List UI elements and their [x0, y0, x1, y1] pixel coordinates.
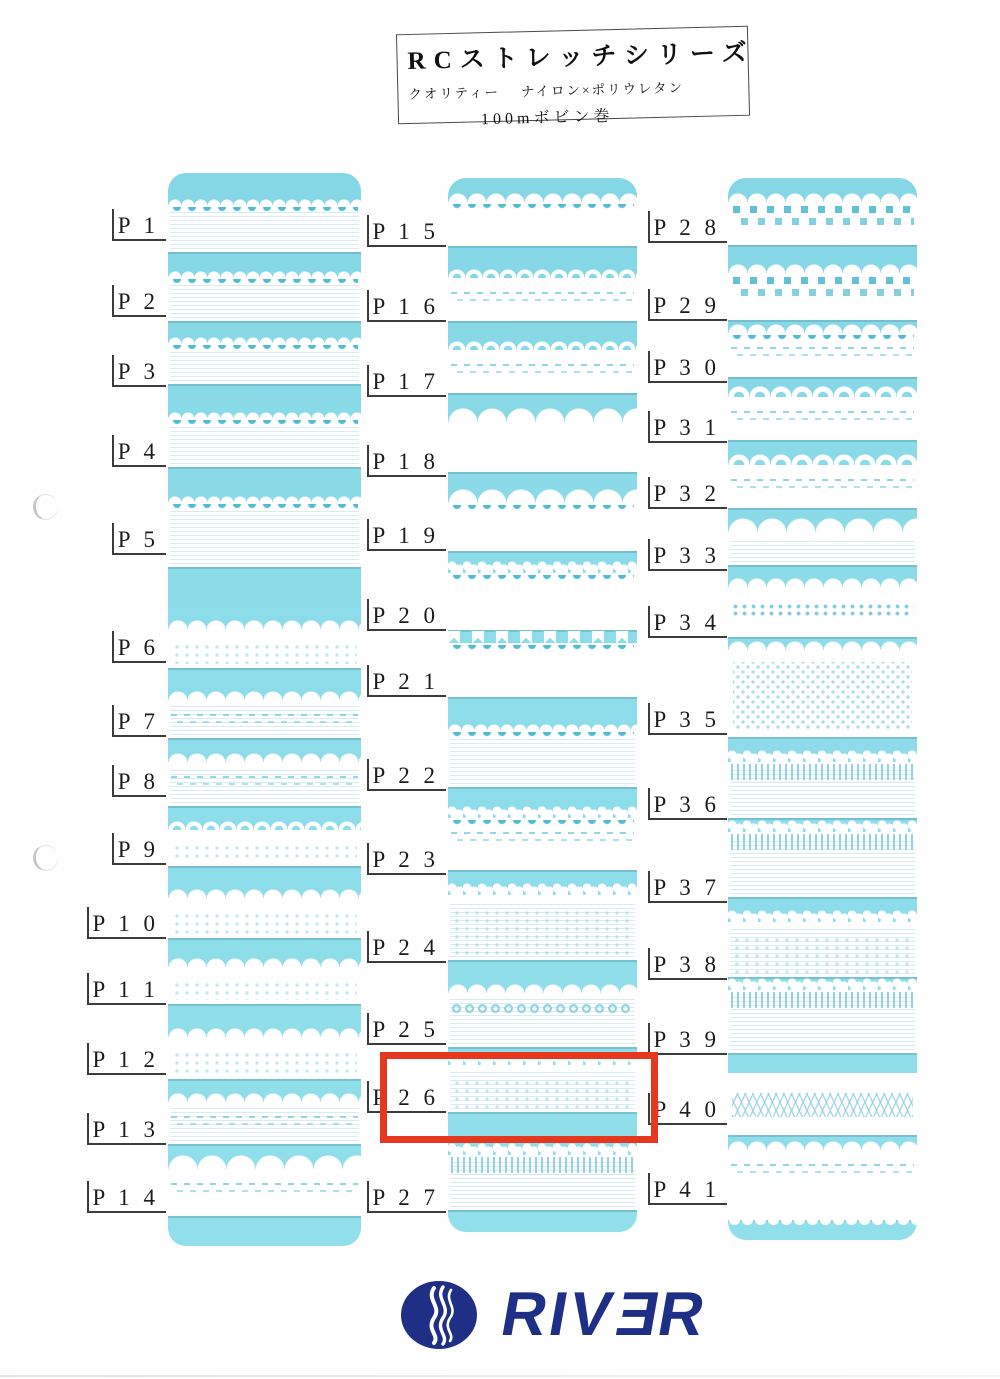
lace-sample [168, 629, 361, 668]
lace-texture [451, 830, 634, 842]
lace-sample [728, 832, 917, 897]
lace-edge [728, 322, 917, 334]
lace-edge [168, 887, 361, 899]
lace-texture [451, 645, 634, 654]
sample-label: P 1 [112, 209, 166, 241]
sample-label: P 2 6 [367, 1081, 446, 1113]
lace-texture [731, 409, 914, 421]
sample-label: P 2 4 [367, 931, 446, 963]
lace-edge [448, 488, 637, 504]
lace-sample [448, 573, 637, 630]
sample-label: P 3 8 [648, 948, 727, 980]
lace-texture [730, 996, 915, 1050]
lace-edge [448, 722, 637, 731]
river-logo [400, 1280, 713, 1350]
lace-texture [451, 290, 634, 302]
sample-label: P 1 9 [367, 519, 446, 551]
lace-edge [168, 956, 361, 968]
sample-label: P 2 9 [648, 289, 727, 321]
sample-label: P 1 3 [87, 1113, 166, 1145]
sample-label: P 2 1 [367, 665, 446, 697]
lace-edge [728, 639, 917, 651]
lace-texture [170, 211, 359, 249]
sample-label: P 2 3 [367, 843, 446, 875]
quality-line: クオリティー ナイロン×ポリウレタン [408, 80, 685, 103]
lace-edge [728, 819, 917, 833]
lace-sample [728, 465, 917, 508]
sample-label: P 2 2 [367, 759, 446, 791]
lace-texture [170, 349, 359, 381]
lace-sample [168, 502, 361, 567]
lace-edge [168, 335, 361, 344]
lace-texture [451, 362, 634, 374]
lace-edge [168, 269, 361, 278]
lace-sample [448, 422, 637, 472]
lace-edge [168, 494, 361, 503]
lace-sample [168, 898, 361, 938]
lace-texture [731, 206, 914, 226]
sample-label: P 1 7 [367, 365, 446, 397]
lace-sample [728, 650, 917, 737]
sample-label: P 2 [112, 285, 166, 317]
lace-sample [168, 343, 361, 384]
lace-sample [168, 277, 361, 321]
logo-text-reversed-e: E [608, 1280, 665, 1349]
lace-edge [728, 749, 917, 763]
lace-edge [168, 819, 361, 831]
lace-sample [448, 350, 637, 393]
lace-sample [448, 993, 637, 1047]
lace-sample [168, 1037, 361, 1079]
lace-edge [448, 631, 637, 644]
sample-label: P 7 [112, 705, 166, 737]
lace-edge [728, 384, 917, 398]
lace-edge [448, 191, 637, 203]
lace-texture [171, 712, 358, 724]
sample-label: P 3 [112, 355, 166, 387]
lace-sample [728, 532, 917, 565]
lace-texture [731, 345, 914, 357]
lace-sample [168, 418, 361, 467]
lace-texture [451, 820, 634, 829]
lace-edge [448, 982, 637, 994]
sample-label: P 3 1 [648, 411, 727, 443]
sample-label: P 3 0 [648, 351, 727, 383]
lace-texture [170, 1108, 359, 1141]
series-title: RCストレッチシリーズ [407, 39, 755, 76]
punch-hole [31, 492, 59, 521]
highlight-box [380, 1052, 658, 1143]
lace-edge [728, 452, 917, 466]
lace-sample [448, 278, 637, 321]
lace-texture [731, 335, 914, 344]
lace-sample [168, 762, 361, 806]
punch-hole [31, 843, 59, 872]
lace-texture [728, 1219, 917, 1227]
sample-label: P 1 0 [87, 907, 166, 939]
lace-edge [168, 410, 361, 419]
lace-sample [168, 1169, 361, 1216]
lace-edge [448, 805, 637, 819]
lace-edge [168, 618, 361, 630]
sample-label: P 3 9 [648, 1023, 727, 1055]
lace-texture [172, 844, 357, 862]
lace-texture [730, 928, 915, 974]
logo-text-riv: RIV [496, 1280, 621, 1349]
lace-texture [733, 662, 912, 729]
sample-label: P 2 0 [367, 599, 446, 631]
lace-sample [728, 762, 917, 818]
sample-label: P 3 6 [648, 788, 727, 820]
sample-label: P 4 [112, 435, 166, 467]
lace-sample [448, 643, 637, 697]
lace-edge [728, 517, 917, 533]
lace-sample [168, 205, 361, 252]
lace-edge [168, 1091, 361, 1103]
lace-edge [728, 191, 917, 203]
logo-text [496, 1280, 713, 1349]
lace-sample [168, 1102, 361, 1144]
sample-label: P 3 3 [648, 539, 727, 571]
sample-label: P 9 [112, 833, 166, 865]
lace-texture [731, 603, 914, 617]
lace-texture [450, 999, 635, 1044]
lace-sample [448, 1155, 637, 1210]
sample-label: P 3 4 [648, 606, 727, 638]
title-box [396, 26, 755, 129]
lace-sample [728, 202, 917, 245]
lace-texture [451, 505, 634, 514]
lace-texture [451, 204, 634, 213]
lace-edge [728, 262, 917, 274]
lace-texture [451, 575, 634, 584]
sample-label: P 4 1 [648, 1173, 727, 1205]
lace-edge [168, 1026, 361, 1038]
sample-label: P 3 5 [648, 703, 727, 735]
sample-label: P 2 5 [367, 1013, 446, 1045]
lace-edge [168, 689, 361, 701]
lace-texture [171, 1181, 358, 1193]
lace-texture [730, 538, 915, 562]
scan-edge [0, 1375, 1000, 1377]
lace-texture [172, 981, 357, 1000]
lace-sample [728, 1150, 917, 1220]
lace-texture [732, 1093, 913, 1117]
lace-sample [728, 990, 917, 1053]
lace-edge [448, 407, 637, 423]
lace-edge [728, 977, 917, 991]
lace-texture [730, 768, 915, 815]
lace-sample [728, 333, 917, 377]
sample-label: P 1 2 [87, 1043, 166, 1075]
lace-edge [448, 1142, 637, 1156]
lace-sample [168, 830, 361, 866]
lace-sample [448, 202, 637, 246]
lace-edge [728, 909, 917, 923]
lace-sample [728, 397, 917, 440]
lace-sample [168, 700, 361, 738]
sample-label: P 4 0 [648, 1093, 727, 1125]
lace-sample [728, 273, 917, 320]
sample-label: P 3 7 [648, 871, 727, 903]
lace-texture [172, 643, 357, 664]
sample-label: P 2 7 [367, 1181, 446, 1213]
lace-texture [171, 774, 358, 786]
lace-texture [172, 1051, 357, 1075]
sample-label: P 5 [112, 523, 166, 555]
sample-label: P 1 8 [367, 445, 446, 477]
lace-edge [168, 197, 361, 206]
lace-texture [731, 1162, 914, 1174]
lace-sample [168, 967, 361, 1004]
river-waves-icon [400, 1280, 478, 1350]
lace-texture [731, 477, 914, 489]
lace-sample [728, 922, 917, 977]
lace-edge [448, 339, 637, 351]
sample-label: P 1 5 [367, 215, 446, 247]
lace-texture [450, 736, 635, 784]
lace-texture [170, 283, 359, 318]
lace-sample [728, 587, 917, 637]
sample-label: P 1 1 [87, 973, 166, 1005]
sample-label: P 8 [112, 765, 166, 797]
lace-texture [170, 508, 359, 564]
sample-label: P 6 [112, 631, 166, 663]
lace-edge [728, 576, 917, 588]
lace-sample [448, 818, 637, 870]
lace-edge [448, 267, 637, 279]
lace-sample [448, 730, 637, 787]
sample-label: P 3 2 [648, 477, 727, 509]
lace-edge [448, 560, 637, 574]
lace-texture [450, 901, 635, 957]
lace-texture [172, 912, 357, 934]
spec-line: 100mボビン巻 [480, 108, 614, 129]
logo-text-r: R [652, 1280, 713, 1349]
sample-label: P 2 8 [648, 211, 727, 243]
lace-sample [448, 895, 637, 960]
lace-edge [168, 1154, 361, 1170]
lace-sample [728, 1073, 917, 1135]
lace-texture [730, 838, 915, 894]
sample-label: P 1 6 [367, 290, 446, 322]
lace-edge [168, 751, 361, 763]
lace-edge [448, 882, 637, 896]
lace-texture [731, 277, 914, 297]
lace-edge [728, 1139, 917, 1151]
sample-column [728, 178, 917, 1240]
lace-texture [450, 1161, 635, 1207]
lace-texture [170, 424, 359, 464]
sample-label: P 1 4 [87, 1181, 166, 1213]
lace-sample [448, 503, 637, 551]
sample-column [168, 173, 361, 1246]
